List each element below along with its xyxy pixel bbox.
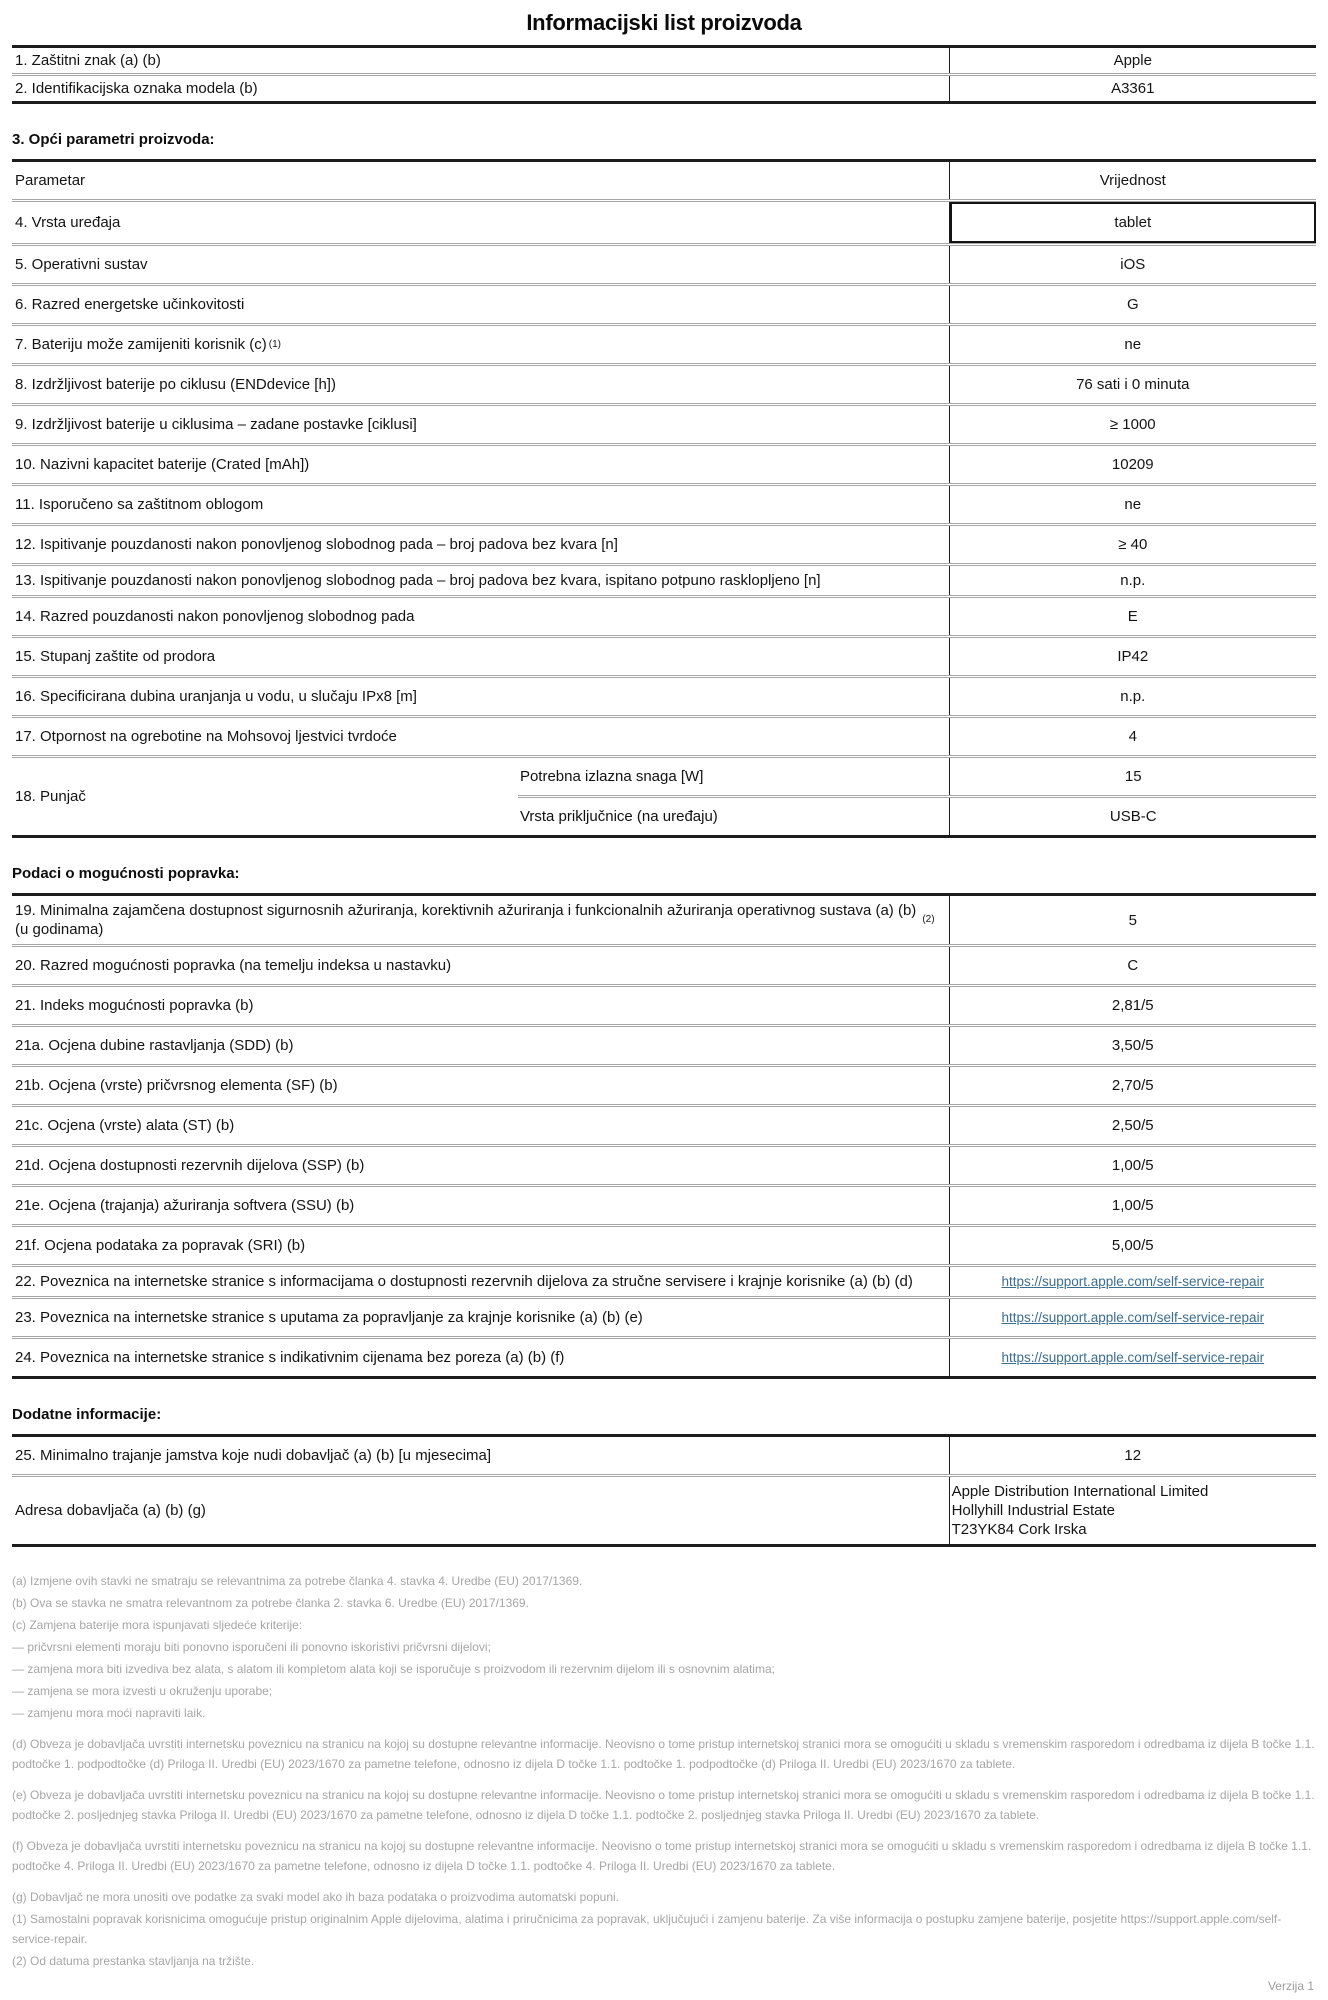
row-label: 9. Izdržljivost baterije u ciklusima – zadane postavke [ciklusi] [12, 406, 950, 443]
table-row [12, 48, 1316, 73]
table-row [12, 1474, 1316, 1544]
section-heading-general: 3. Opći parametri proizvoda: [12, 131, 215, 148]
row-label: 13. Ispitivanje pouzdanosti nakon ponovljenog slobodnog pada – broj padova bez kvara, ispitano potpuno rasklopljeno [n] [12, 566, 950, 595]
row-label: 22. Poveznica na internetske stranice s informacijama o dostupnosti rezervnih dijelova za stručne servisere i krajnje korisnike (a) (b) (d) [12, 1267, 950, 1296]
value-link[interactable]: https://support.apple.com/self-service-repair [1001, 1273, 1265, 1289]
section-heading-repair: Podaci o mogućnosti popravka: [12, 865, 240, 882]
row-label: 24. Poveznica na internetske stranice s indikativnim cijenama bez poreza (a) (b) (f) [12, 1339, 950, 1376]
row-value: IP42 [1117, 648, 1149, 665]
footnote: (f) Obveza je dobavljača uvrstiti internetsku poveznicu na stranicu na kojoj su dostupne relevantne informacije. Neovisno o tome pristup internetskoj stranici mora se omogućiti u skladu s vremenskim rasporedom i odredbama iz dijela B točke 1.1. podtočke 4. Priloga II. Uredbi (EU) 2023/1670 za pametne telefone, odnosno iz dijela D točke 1.1. podtočke 4. Priloga II. Uredbi (EU) 2023/1670 za tablete. [12, 1839, 1312, 1873]
page-title: Informacijski list proizvoda [526, 10, 802, 35]
row-label: 15. Stupanj zaštite od prodora [12, 638, 950, 675]
address-line: Hollyhill Industrial Estate [951, 1502, 1115, 1519]
row-label: 11. Isporučeno sa zaštitnom oblogom [12, 486, 950, 523]
supplier-address [950, 1477, 1316, 1544]
address-line: T23YK84 Cork Irska [951, 1521, 1087, 1538]
subrow-label: Potrebna izlazna snaga [W] [518, 758, 951, 795]
footnote: — zamjenu mora moći napraviti laik. [12, 1706, 206, 1720]
row-label: 20. Razred mogućnosti popravka (na temelju indeksa u nastavku) [12, 947, 950, 984]
address-line: Apple Distribution International Limited [951, 1483, 1209, 1500]
table-row [12, 1104, 1316, 1144]
table-subrow [518, 795, 1316, 835]
table-row [12, 1224, 1316, 1264]
row-value: iOS [1120, 256, 1146, 273]
table-row [12, 403, 1316, 443]
table-row [12, 896, 1316, 944]
row-value: 5 [1128, 911, 1137, 929]
table-row [12, 523, 1316, 563]
table-row [12, 944, 1316, 984]
charger-subrows [518, 758, 1316, 835]
footnotes-block [12, 1571, 1316, 1971]
table-header-row [12, 162, 1316, 199]
table-row [12, 715, 1316, 755]
table-row [12, 1064, 1316, 1104]
row-label: 12. Ispitivanje pouzdanosti nakon ponovljenog slobodnog pada – broj padova bez kvara [n] [12, 526, 950, 563]
row-value: 2,50/5 [1111, 1117, 1154, 1134]
column-header-vrijednost: Vrijednost [1099, 172, 1166, 189]
column-header-parametar: Parametar [12, 162, 950, 199]
table-row [12, 1024, 1316, 1064]
row-value: 76 sati i 0 minuta [1076, 376, 1190, 393]
row-label: 7. Bateriju može zamijeniti korisnik (c) (1) [12, 326, 950, 363]
table-row [12, 199, 1316, 243]
footnote: (g) Dobavljač ne mora unositi ove podatke za svaki model ako ih baza podataka o proizvodima automatski popuni. [12, 1890, 620, 1904]
row-label: 4. Vrsta uređaja [12, 202, 950, 243]
footnote: (b) Ova se stavka ne smatra relevantnom za potrebe članka 2. stavka 6. Uredbe (EU) 2017/1369. [12, 1596, 529, 1610]
table-row [12, 243, 1316, 283]
row-value: USB-C [1109, 808, 1157, 825]
row-label: 21. Indeks mogućnosti popravka (b) [12, 987, 950, 1024]
footnote: (e) Obveza je dobavljača uvrstiti internetsku poveznicu na stranicu na kojoj su dostupne relevantne informacije. Neovisno o tome pristup internetskoj stranici mora se omogućiti u skladu s vremenskim rasporedom i odredbama iz dijela B točke 1.1. podtočke 2. posljednjeg stavka Priloga II. Uredbi (EU) 2023/1670 za pametne telefone, odnosno iz dijela D točke 1.1. podtočke 2. posljednjeg stavka Priloga II. Uredbi (EU) 2023/1670 za tablete. [12, 1788, 1315, 1822]
table-row [12, 1264, 1316, 1296]
table-row [12, 595, 1316, 635]
table-row [12, 363, 1316, 403]
row-label: 21a. Ocjena dubine rastavljanja (SDD) (b) [12, 1027, 950, 1064]
row-label: 25. Minimalno trajanje jamstva koje nudi dobavljač (a) (b) [u mjesecima] [12, 1437, 950, 1474]
row-label: 21c. Ocjena (vrste) alata (ST) (b) [12, 1107, 950, 1144]
row-label: 17. Otpornost na ogrebotine na Mohsovoj ljestvici tvrdoće [12, 718, 950, 755]
identity-table [12, 45, 1316, 104]
row-label: Adresa dobavljača (a) (b) (g) [12, 1477, 950, 1544]
version-label: Verzija 1 [1267, 1979, 1314, 1993]
row-value: A3361 [1111, 80, 1155, 97]
subrow-label: Vrsta priključnice (na uređaju) [518, 798, 951, 835]
row-value: 15 [1124, 768, 1142, 785]
additional-info-table [12, 1434, 1316, 1547]
table-row [12, 1144, 1316, 1184]
row-label: 16. Specificirana dubina uranjanja u vodu, u slučaju IPx8 [m] [12, 678, 950, 715]
footnote: (d) Obveza je dobavljača uvrstiti internetsku poveznicu na stranicu na kojoj su dostupne relevantne informacije. Neovisno o tome pristup internetskoj stranici mora se omogućiti u skladu s vremenskim rasporedom i odredbama iz dijela B točke 1.1. podtočke 1. podpodtočke (d) Priloga II. Uredbi (EU) 2023/1670 za pametne telefone, odnosno iz dijela D točke 1.1. podtočke 1. podpodtočke (d) Priloga II. Uredbi (EU) 2023/1670 za tablete. [12, 1737, 1315, 1771]
row-value: 2,70/5 [1111, 1077, 1154, 1094]
row-label: 21d. Ocjena dostupnosti rezervnih dijelova (SSP) (b) [12, 1147, 950, 1184]
row-value: 2,81/5 [1111, 997, 1154, 1014]
row-value: 12 [1124, 1447, 1142, 1464]
table-row [12, 984, 1316, 1024]
row-value: 3,50/5 [1111, 1037, 1154, 1054]
row-value: 1,00/5 [1111, 1197, 1154, 1214]
footnote: — zamjena se mora izvesti u okruženju uporabe; [12, 1684, 273, 1698]
row-value: 4 [1128, 728, 1137, 745]
row-label: 18. Punjač [15, 788, 86, 805]
row-label: 19. Minimalna zajamčena dostupnost sigurnosnih ažuriranja, korektivnih ažuriranja i funkcionalnih ažuriranja operativnog sustava (a) (b) (u godinama) (2) [12, 896, 950, 944]
row-value: ≥ 40 [1118, 536, 1148, 553]
footnote: — pričvrsni elementi moraju biti ponovno isporučeni ili ponovno iskoristivi pričvrsni dijelovi; [12, 1640, 491, 1654]
row-value: n.p. [1120, 572, 1146, 589]
row-value: Apple [1113, 52, 1152, 69]
table-row [12, 443, 1316, 483]
row-value: E [1127, 608, 1138, 625]
section-heading-additional: Dodatne informacije: [12, 1406, 162, 1423]
row-label: 1. Zaštitni znak (a) (b) [12, 48, 950, 73]
row-label: 21b. Ocjena (vrste) pričvrsnog elementa (SF) (b) [12, 1067, 950, 1104]
table-row [12, 1437, 1316, 1474]
row-value: 5,00/5 [1111, 1237, 1154, 1254]
row-label: 10. Nazivni kapacitet baterije (Crated [mAh]) [12, 446, 950, 483]
row-value: G [1126, 296, 1139, 313]
value-link[interactable]: https://support.apple.com/self-service-repair [1001, 1349, 1265, 1365]
row-value [950, 1267, 1316, 1296]
row-value: ne [1124, 496, 1142, 513]
row-value: n.p. [1120, 688, 1146, 705]
table-row [12, 73, 1316, 101]
table-row [12, 1184, 1316, 1224]
row-label: 2. Identifikacijska oznaka modela (b) [12, 76, 950, 101]
row-value: 10209 [1111, 456, 1154, 473]
row-value: 1,00/5 [1111, 1157, 1154, 1174]
row-value: C [1127, 957, 1139, 974]
row-label: 14. Razred pouzdanosti nakon ponovljenog slobodnog pada [12, 598, 950, 635]
row-label: 21e. Ocjena (trajanja) ažuriranja softvera (SSU) (b) [12, 1187, 950, 1224]
row-value [950, 1339, 1316, 1376]
row-value: ≥ 1000 [1109, 416, 1156, 433]
repairability-table [12, 893, 1316, 1379]
table-row [12, 1296, 1316, 1336]
table-row [12, 483, 1316, 523]
table-subrow [518, 758, 1316, 795]
footnote: (a) Izmjene ovih stavki ne smatraju se relevantnima za potrebe članka 4. stavka 4. Uredbe (EU) 2017/1369. [12, 1574, 583, 1588]
row-label: 6. Razred energetske učinkovitosti [12, 286, 950, 323]
table-row [12, 755, 1316, 835]
table-row [12, 563, 1316, 595]
row-value [950, 1299, 1316, 1336]
footnote: (2) Od datuma prestanka stavljanja na tržište. [12, 1954, 255, 1968]
general-parameters-table [12, 159, 1316, 838]
table-row [12, 675, 1316, 715]
table-row [12, 1336, 1316, 1376]
footnote: (c) Zamjena baterije mora ispunjavati sljedeće kriterije: [12, 1618, 303, 1632]
table-row [12, 323, 1316, 363]
row-label: 21f. Ocjena podataka za popravak (SRI) (b) [12, 1227, 950, 1264]
row-value: ne [1124, 336, 1142, 353]
row-label: 23. Poveznica na internetske stranice s uputama za popravljanje za krajnje korisnike (a) (b) (e) [12, 1299, 950, 1336]
row-label: 8. Izdržljivost baterije po ciklusu (ENDdevice [h]) [12, 366, 950, 403]
table-row [12, 283, 1316, 323]
value-link[interactable]: https://support.apple.com/self-service-repair [1001, 1309, 1265, 1325]
footnote: (1) Samostalni popravak korisnicima omogućuje pristup originalnim Apple dijelovima, alatima i priručnicima za popravak, uključujući i zamjenu baterije. Za više informacija o postupku zamjene baterije, posjetite https://support.apple.com/self-service-repair. [12, 1912, 1282, 1946]
footnote: — zamjena mora biti izvediva bez alata, s alatom ili kompletom alata koji se isporučuje s proizvodom ili rezervnim dijelom ili s osnovnim alatima; [12, 1662, 775, 1676]
table-row [12, 635, 1316, 675]
row-value: tablet [950, 202, 1316, 243]
row-label: 5. Operativni sustav [12, 246, 950, 283]
